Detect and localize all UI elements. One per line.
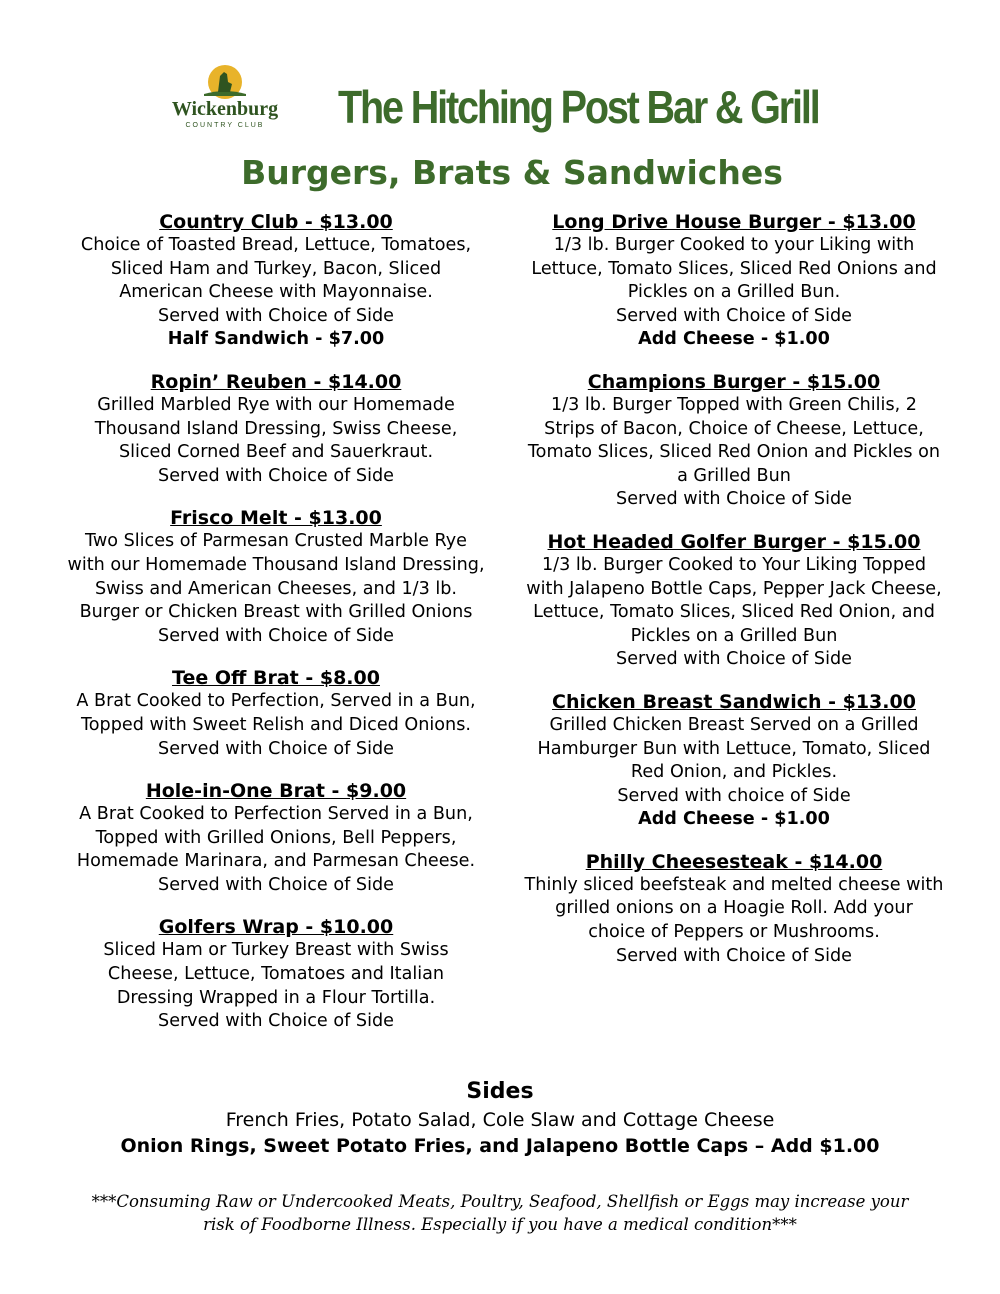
menu-item-description: grilled onions on a Hoagie Roll. Add your — [555, 898, 913, 919]
menu-item-description: Served with Choice of Side — [158, 1011, 394, 1032]
menu-item — [514, 690, 954, 832]
menu-item — [58, 779, 494, 897]
menu-item-title: Philly Cheesesteak - $14.00 — [585, 850, 883, 873]
section-title: Burgers, Brats & Sandwiches — [241, 153, 783, 192]
menu-item-description: Served with Choice of Side — [158, 874, 394, 895]
menu-item-description: Served with Choice of Side — [616, 305, 852, 326]
menu-item-description: Served with choice of Side — [617, 785, 851, 806]
menu-item-description: Served with Choice of Side — [616, 945, 852, 966]
menu-item — [514, 850, 954, 968]
menu-item-description: Sliced Ham and Turkey, Bacon, Sliced — [110, 258, 442, 279]
menu-item-description: Sliced Corned Beef and Sauerkraut. — [118, 442, 434, 463]
menu-item-description: Tomato Slices, Sliced Red Onion and Pickles on — [527, 442, 941, 463]
disclaimer-line: risk of Foodborne Illness. Especially if you have a medical condition*** — [203, 1215, 797, 1234]
menu-item-description: Thinly sliced beefsteak and melted cheese with — [524, 874, 944, 895]
menu-item-description: Lettuce, Tomato Slices, Sliced Red Onions and — [531, 258, 937, 279]
menu-item-title: Ropin’ Reuben - $14.00 — [150, 370, 402, 393]
menu-item-description: Dressing Wrapped in a Flour Tortilla. — [116, 987, 436, 1008]
menu-item-title: Hot Headed Golfer Burger - $15.00 — [547, 530, 921, 553]
disclaimer-line: ***Consuming Raw or Undercooked Meats, Poultry, Seafood, Shellfish or Eggs may increase your — [91, 1192, 909, 1211]
menu-item-description: with Jalapeno Bottle Caps, Pepper Jack Cheese, — [526, 578, 942, 599]
disclaimer — [40, 1190, 960, 1236]
menu-item-description: Lettuce, Tomato Slices, Sliced Red Onion, and — [533, 602, 935, 623]
menu-item-description: 1/3 lb. Burger Cooked to Your Liking Topped — [541, 554, 926, 575]
right-column — [514, 210, 954, 986]
menu-item-description: Choice of Toasted Bread, Lettuce, Tomatoes, — [80, 235, 472, 255]
menu-item-description: Two Slices of Parmesan Crusted Marble Rye — [85, 531, 467, 552]
menu-item-description: Grilled Chicken Breast Served on a Grilled — [549, 714, 919, 735]
menu-item-title: Champions Burger - $15.00 — [587, 370, 881, 393]
menu-item-extra: Half Sandwich - $7.00 — [167, 329, 385, 350]
menu-item-title: Golfers Wrap - $10.00 — [158, 916, 394, 939]
menu-item-title: Frisco Melt - $13.00 — [170, 507, 382, 530]
menu-item-description: Served with Choice of Side — [158, 465, 394, 486]
menu-item-description: A Brat Cooked to Perfection, Served in a Bun, — [76, 691, 476, 712]
menu-item-extra: Add Cheese - $1.00 — [638, 809, 830, 830]
menu-item-description: choice of Peppers or Mushrooms. — [588, 922, 880, 943]
menu-item-description: Burger or Chicken Breast with Grilled Onions — [79, 602, 473, 623]
menu-item-description: Pickles on a Grilled Bun. — [627, 282, 841, 303]
wickenburg-logo — [160, 62, 290, 132]
menu-item-description: Homemade Marinara, and Parmesan Cheese. — [76, 851, 476, 872]
menu-item-description: American Cheese with Mayonnaise. — [119, 282, 433, 303]
menu-item — [514, 210, 954, 352]
page-title: The Hitching Post Bar & Grill — [338, 81, 819, 133]
menu-item-description: Thousand Island Dressing, Swiss Cheese, — [94, 418, 458, 439]
menu-item — [58, 506, 494, 648]
menu-item-description: Served with Choice of Side — [616, 649, 852, 670]
menu-item-description: a Grilled Bun — [677, 465, 791, 486]
menu-item-title: Tee Off Brat - $8.00 — [172, 667, 380, 690]
sides-upcharge-line: Onion Rings, Sweet Potato Fries, and Jalapeno Bottle Caps – Add $1.00 — [120, 1135, 880, 1157]
menu-item — [514, 530, 954, 672]
sides-title: Sides — [466, 1079, 534, 1104]
sides-line: French Fries, Potato Salad, Cole Slaw and Cottage Cheese — [225, 1109, 775, 1131]
menu-item — [58, 210, 494, 352]
menu-item-description: Pickles on a Grilled Bun — [630, 625, 838, 646]
menu-item-description: Topped with Grilled Onions, Bell Peppers, — [95, 827, 457, 848]
menu-item-description: Red Onion, and Pickles. — [630, 762, 838, 783]
svg-text:Wickenburg: Wickenburg — [171, 98, 279, 120]
menu-item-description: Served with Choice of Side — [158, 305, 394, 326]
svg-text:COUNTRY CLUB: COUNTRY CLUB — [185, 122, 265, 129]
menu-item-extra: Add Cheese - $1.00 — [638, 329, 830, 350]
menu-item — [58, 666, 494, 761]
left-column — [58, 210, 494, 1052]
menu-item-description: Cheese, Lettuce, Tomatoes and Italian — [107, 964, 445, 985]
menu-item — [514, 370, 954, 512]
menu-item-description: Grilled Marbled Rye with our Homemade — [97, 394, 455, 415]
menu-item-description: Swiss and American Cheeses, and 1/3 lb. — [94, 578, 458, 599]
menu-item-description: Served with Choice of Side — [158, 625, 394, 646]
menu-item-description: Strips of Bacon, Choice of Cheese, Lettuce, — [544, 418, 924, 439]
menu-item-description: 1/3 lb. Burger Cooked to your Liking with — [553, 235, 915, 255]
menu-item-description: Served with Choice of Side — [158, 738, 394, 759]
menu-item-description: Topped with Sweet Relish and Diced Onions. — [81, 714, 471, 735]
menu-item-description: Served with Choice of Side — [616, 489, 852, 510]
menu-item-description: Sliced Ham or Turkey Breast with Swiss — [103, 940, 449, 961]
menu-item-title: Long Drive House Burger - $13.00 — [552, 211, 916, 233]
menu-item — [58, 915, 494, 1033]
menu-item-description: with our Homemade Thousand Island Dressing, — [67, 554, 485, 575]
menu-item-title: Hole-in-One Brat - $9.00 — [145, 780, 407, 803]
menu-item-description: Hamburger Bun with Lettuce, Tomato, Sliced — [537, 738, 931, 759]
menu-item-title: Chicken Breast Sandwich - $13.00 — [552, 690, 916, 713]
menu-item-description: A Brat Cooked to Perfection Served in a Bun, — [79, 804, 473, 825]
menu-item-description: 1/3 lb. Burger Topped with Green Chilis, 2 — [551, 394, 917, 415]
menu-item-title: Country Club - $13.00 — [159, 211, 393, 233]
sides-section — [0, 1077, 1000, 1159]
menu-item — [58, 370, 494, 488]
